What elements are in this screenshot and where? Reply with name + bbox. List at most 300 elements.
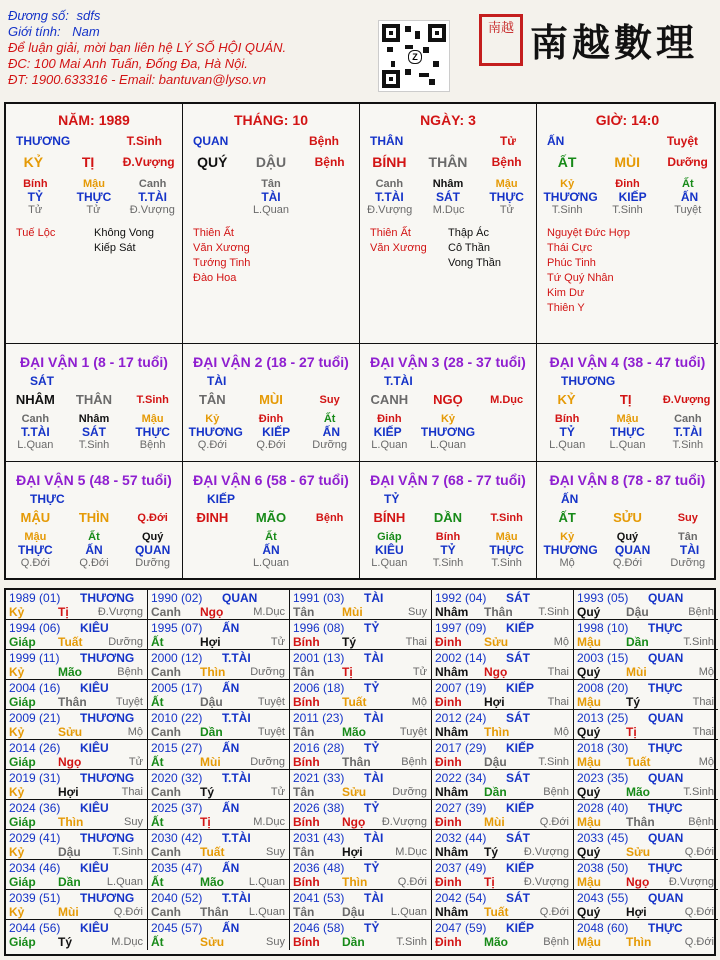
year-phase: Thai	[405, 636, 427, 648]
dai-van-stem-branch	[537, 392, 718, 407]
pillar-hidden-stems	[183, 178, 359, 190]
pillar-hidden-stems	[537, 178, 718, 190]
year-phase: Tuyệt	[257, 696, 285, 708]
dai-van-cell[interactable]	[183, 462, 360, 580]
year-stem: Nhâm	[435, 785, 469, 799]
year-branch: Mùi	[484, 815, 505, 829]
dai-van-phase: T.Sinh	[136, 393, 169, 406]
dai-van-stem: BÍNH	[373, 510, 406, 525]
pillar-hidden-stems	[6, 178, 182, 190]
hidden-god: THƯƠNG	[188, 425, 243, 439]
pillar-branch-phase: Dưỡng	[667, 155, 708, 169]
year-stem: Ất	[151, 755, 164, 769]
stars-right-col	[448, 226, 501, 271]
dai-van-stem-branch	[183, 510, 359, 525]
year-cell[interactable]	[574, 590, 718, 620]
year-cell[interactable]	[432, 650, 574, 680]
year-god: QUAN	[648, 651, 684, 665]
year-stem: Ất	[151, 875, 164, 889]
dai-van-hidden-gods	[360, 543, 536, 557]
year-stem: Ất	[151, 815, 164, 829]
hidden-god: TỶ	[440, 543, 456, 557]
year-label: 2036 (48)	[293, 861, 345, 875]
year-stem: Tân	[293, 845, 315, 859]
pillar-hidden-gods	[360, 190, 536, 204]
year-cell[interactable]	[432, 920, 574, 950]
year-stem: Giáp	[9, 635, 36, 649]
year-stem: Tân	[293, 725, 315, 739]
dai-van-cell[interactable]	[360, 462, 537, 580]
hidden-phase: Dưỡng	[670, 557, 706, 569]
year-stem: Kỷ	[9, 845, 25, 859]
year-branch: Thìn	[484, 725, 510, 739]
year-stem: Quý	[577, 845, 601, 859]
bazi-chart	[4, 102, 716, 580]
year-cell[interactable]	[290, 770, 432, 800]
year-label: 1994 (06)	[9, 621, 61, 635]
pillar-branch-phase: Bệnh	[491, 155, 522, 169]
year-branch: Tuất	[58, 635, 83, 649]
year-god: T.TÀI	[222, 711, 251, 725]
year-god: SÁT	[506, 591, 530, 605]
year-branch: Ngọ	[342, 815, 366, 829]
year-cell[interactable]	[290, 680, 432, 710]
dai-van-cell[interactable]	[6, 462, 183, 580]
year-phase: Đ.Vượng	[523, 846, 569, 858]
pillar-title-value: 14:0	[631, 112, 660, 128]
dai-van-stem: CANH	[370, 392, 409, 407]
year-cell[interactable]	[6, 710, 148, 740]
hidden-god: ẤN	[85, 543, 103, 557]
pillar-branch: MÙI	[614, 154, 641, 170]
dai-van-label: ĐẠI VẬN 6	[193, 472, 263, 488]
dai-van-branch: THÌN	[78, 510, 110, 525]
year-phase: Đ.Vượng	[381, 816, 427, 828]
dai-van-god: TỶ	[384, 492, 400, 506]
pillar-stem-god: THƯƠNG	[16, 134, 71, 148]
year-branch: Dậu	[342, 905, 365, 919]
dai-van-phase: Bệnh	[315, 511, 344, 524]
pillar-stem-god: QUAN	[193, 134, 229, 148]
year-cell[interactable]	[148, 620, 290, 650]
dai-van-hidden	[6, 531, 182, 543]
hidden-stem: Kỷ	[560, 178, 575, 190]
year-cell[interactable]	[148, 590, 290, 620]
year-cell[interactable]	[574, 710, 718, 740]
hidden-phase: Bệnh	[139, 439, 166, 451]
hidden-god: TỶ	[559, 425, 575, 439]
year-cell[interactable]	[290, 590, 432, 620]
year-phase: Dưỡng	[392, 786, 427, 798]
year-cell[interactable]	[290, 710, 432, 740]
year-branch: Thân	[626, 815, 655, 829]
year-god: T.TÀI	[222, 831, 251, 845]
pillar-stem-phase: Tuyệt	[666, 134, 698, 148]
year-branch: Thân	[58, 695, 87, 709]
dai-van-phase: Suy	[319, 393, 340, 406]
year-god: SÁT	[506, 831, 530, 845]
year-label: 2047 (59)	[435, 921, 487, 935]
subject-row	[8, 8, 378, 24]
year-phase: Bệnh	[688, 816, 714, 828]
pillar-stem-phase: T.Sinh	[126, 134, 162, 148]
year-god: QUAN	[648, 771, 684, 785]
year-stem: Đinh	[435, 815, 462, 829]
pillar-title	[360, 112, 536, 128]
year-cell[interactable]	[148, 770, 290, 800]
pillar-stem-phase: Bệnh	[309, 134, 339, 148]
dai-van-stem: TÂN	[198, 392, 226, 407]
dai-van-branch: SỬU	[613, 510, 642, 525]
year-cell[interactable]	[148, 830, 290, 860]
dai-van-hidden	[537, 413, 718, 425]
dai-van-title	[183, 472, 359, 488]
dai-van-hidden-gods	[6, 425, 182, 439]
year-cell[interactable]	[574, 890, 718, 920]
hidden-god: KIẾP	[373, 425, 402, 439]
star-label: Vong Thần	[448, 257, 502, 269]
hidden-stem: Mậu	[82, 178, 105, 190]
year-god: ẤN	[222, 681, 240, 695]
year-branch: Hợi	[58, 785, 79, 799]
year-stem: Tân	[293, 665, 315, 679]
year-branch: Thân	[200, 905, 229, 919]
year-phase: Thai	[547, 666, 569, 678]
year-god: KIẾP	[506, 921, 535, 935]
year-label: 2019 (31)	[9, 771, 61, 785]
year-cell[interactable]	[574, 740, 718, 770]
hidden-stem: Đinh	[258, 413, 284, 425]
pillar-stem: ẤT	[557, 154, 577, 170]
year-cell[interactable]	[148, 800, 290, 830]
year-cell[interactable]	[148, 710, 290, 740]
year-cell[interactable]	[6, 920, 148, 950]
pillar-hidden-gods	[537, 190, 718, 204]
year-label: 2009 (21)	[9, 711, 61, 725]
year-phase: Tử	[270, 786, 285, 798]
dai-van-stem-branch	[360, 392, 536, 407]
pillar-top-row	[360, 134, 536, 148]
hidden-god: TỶ	[27, 190, 43, 204]
pillar-title-value: 3	[468, 112, 476, 128]
year-phase: Mộ	[553, 636, 569, 648]
hidden-phase: T.Sinh	[78, 439, 110, 451]
year-branch: Tuất	[342, 695, 367, 709]
year-god: ẤN	[222, 801, 240, 815]
year-cell[interactable]	[6, 830, 148, 860]
year-cell[interactable]	[432, 620, 574, 650]
year-stem: Đinh	[435, 875, 462, 889]
year-label: 2024 (36)	[9, 801, 61, 815]
year-cell[interactable]	[574, 920, 718, 950]
year-stem: Tân	[293, 605, 315, 619]
year-god: ẤN	[222, 741, 240, 755]
star-label: Thiên Ất	[370, 227, 411, 239]
year-cell[interactable]	[290, 800, 432, 830]
year-label: 2018 (30)	[577, 741, 629, 755]
year-label: 2045 (57)	[151, 921, 203, 935]
year-god: TỶ	[364, 621, 380, 635]
year-phase: Q.Đới	[113, 906, 143, 918]
year-label: 2027 (39)	[435, 801, 487, 815]
year-phase: Dưỡng	[250, 666, 285, 678]
hidden-phase: Q.Đới	[256, 439, 286, 451]
star-label: Văn Xương	[193, 242, 250, 254]
year-branch: Tị	[626, 725, 637, 739]
dai-van-stem: KỶ	[557, 392, 576, 407]
pillar-stars	[193, 226, 359, 286]
year-cell[interactable]	[6, 650, 148, 680]
address-line: ĐC: 100 Mai Anh Tuấn, Đống Đa, Hà Nội.	[8, 56, 248, 71]
year-stem: Nhâm	[435, 905, 469, 919]
year-cell[interactable]	[432, 800, 574, 830]
year-stem: Đinh	[435, 635, 462, 649]
year-branch: Thìn	[58, 815, 84, 829]
hidden-phase: Mộ	[559, 557, 575, 569]
year-label: 2000 (12)	[151, 651, 203, 665]
year-label: 2014 (26)	[9, 741, 61, 755]
year-phase: Mộ	[411, 696, 427, 708]
dai-van-label: ĐẠI VẬN 5	[16, 472, 86, 488]
year-branch: Tý	[58, 935, 73, 949]
year-cell[interactable]	[432, 740, 574, 770]
year-cell[interactable]	[574, 770, 718, 800]
hidden-phase: T.Sinh	[551, 204, 583, 216]
year-phase: Q.Đới	[684, 846, 714, 858]
pillar-hidden-phases	[360, 204, 536, 216]
year-stem: Quý	[577, 905, 601, 919]
dai-van-stem: ẤT	[558, 510, 576, 525]
dai-van-hidden-phases	[6, 557, 182, 569]
year-cell[interactable]	[148, 890, 290, 920]
year-label: 2048 (60)	[577, 921, 629, 935]
dai-van-label: ĐẠI VẬN 3	[370, 354, 440, 370]
year-branch: Sửu	[484, 635, 509, 649]
dai-van-stem: NHÂM	[15, 392, 55, 407]
year-label: 2041 (53)	[293, 891, 345, 905]
star-label: Thiên Y	[547, 302, 585, 314]
dai-van-branch: DẦN	[433, 510, 463, 525]
dai-van-range: (8 - 17 tuổi)	[93, 354, 168, 370]
year-stem: Canh	[151, 665, 181, 679]
year-branch: Tuất	[626, 755, 651, 769]
star-label: Tướng Tinh	[193, 257, 251, 269]
year-god: ẤN	[222, 921, 240, 935]
year-cell[interactable]	[6, 890, 148, 920]
dai-van-stem-branch	[537, 510, 718, 525]
year-cell[interactable]	[574, 860, 718, 890]
hidden-god: ẤN	[262, 543, 280, 557]
year-god: THỰC	[648, 921, 683, 935]
year-cell[interactable]	[290, 620, 432, 650]
hidden-god: SÁT	[81, 425, 106, 439]
year-phase: Suy	[124, 816, 143, 828]
year-branch: Dần	[58, 875, 81, 889]
dai-van-range: (38 - 47 tuổi)	[622, 354, 706, 370]
year-branch: Sửu	[626, 845, 651, 859]
year-stem: Canh	[151, 605, 181, 619]
hidden-stem: Mậu	[495, 531, 518, 543]
year-stem: Quý	[577, 785, 601, 799]
hidden-stem: Kỷ	[205, 413, 220, 425]
year-cell[interactable]	[148, 680, 290, 710]
year-stem: Bính	[293, 875, 320, 889]
year-cell[interactable]	[432, 830, 574, 860]
hidden-stem: Quý	[616, 531, 639, 543]
pillar-title	[537, 112, 718, 128]
year-cell[interactable]	[574, 800, 718, 830]
year-cell[interactable]	[6, 770, 148, 800]
dai-van-god: KIẾP	[207, 492, 236, 506]
year-branch: Ngọ	[58, 755, 82, 769]
year-cell[interactable]	[6, 590, 148, 620]
year-cell[interactable]	[574, 680, 718, 710]
hidden-phase: Tuyệt	[674, 204, 702, 216]
year-god: TỶ	[364, 861, 380, 875]
hidden-phase: M.Dục	[432, 204, 465, 216]
dai-van-range: (78 - 87 tuổi)	[622, 472, 706, 488]
year-stem: Bính	[293, 635, 320, 649]
dai-van-cell[interactable]	[360, 344, 537, 462]
year-label: 2028 (40)	[577, 801, 629, 815]
dai-van-branch: MÙI	[259, 392, 283, 407]
dai-van-god: THỰC	[30, 492, 65, 506]
year-cell[interactable]	[290, 830, 432, 860]
hidden-phase: Tử	[86, 204, 101, 216]
year-cell[interactable]	[432, 770, 574, 800]
pillar-hidden-phases	[537, 204, 718, 216]
year-cell[interactable]	[290, 920, 432, 950]
qr-code[interactable]	[378, 20, 450, 92]
year-phase: M.Dục	[111, 936, 143, 948]
year-branch: Thìn	[342, 875, 368, 889]
dai-van-hidden	[183, 413, 359, 425]
year-label: 1991 (03)	[293, 591, 345, 605]
year-cell[interactable]	[148, 650, 290, 680]
year-cell[interactable]	[574, 650, 718, 680]
year-cell[interactable]	[6, 620, 148, 650]
hidden-phase: L.Quan	[371, 557, 408, 569]
subject-value: sdfs	[76, 8, 101, 23]
dai-van-stem-branch	[6, 392, 182, 407]
year-branch: Dần	[626, 635, 649, 649]
year-stem: Quý	[577, 605, 601, 619]
year-branch: Hợi	[342, 845, 363, 859]
year-cell[interactable]	[290, 860, 432, 890]
year-phase: Q.Đới	[684, 906, 714, 918]
year-cell[interactable]	[6, 860, 148, 890]
year-cell[interactable]	[574, 620, 718, 650]
year-god: THƯƠNG	[80, 651, 135, 665]
pillar-stem-branch-row	[6, 154, 182, 170]
year-god: ẤN	[222, 861, 240, 875]
year-label: 2023 (35)	[577, 771, 629, 785]
year-stem: Kỷ	[9, 605, 25, 619]
year-god: TÀI	[364, 891, 384, 905]
year-cell[interactable]	[6, 800, 148, 830]
dai-van-cell[interactable]	[183, 344, 360, 462]
hidden-stem: Ất	[323, 413, 336, 425]
year-stem: Đinh	[435, 695, 462, 709]
hidden-phase: L.Quan	[252, 557, 290, 569]
hidden-god: KIẾP	[262, 425, 291, 439]
year-cell[interactable]	[290, 650, 432, 680]
year-label: 2022 (34)	[435, 771, 487, 785]
year-label: 2008 (20)	[577, 681, 629, 695]
year-cell[interactable]	[432, 710, 574, 740]
hidden-phase: Đ.Vượng	[129, 204, 175, 216]
pillar-stem-branch-row	[360, 154, 536, 170]
year-branch: Mùi	[626, 665, 647, 679]
gender-row	[8, 24, 378, 40]
hidden-stem: Canh	[375, 178, 404, 190]
year-god: KIÊU	[80, 861, 109, 875]
pillar-title-label: NGÀY:	[420, 112, 465, 128]
hidden-stem: Tân	[261, 178, 281, 190]
year-cell[interactable]	[290, 740, 432, 770]
dai-van-label: ĐẠI VẬN 4	[549, 354, 619, 370]
year-phase: M.Dục	[253, 816, 285, 828]
year-branch: Tị	[342, 665, 353, 679]
year-god: THƯƠNG	[80, 711, 135, 725]
year-branch: Thân	[484, 605, 513, 619]
hidden-god: THƯƠNG	[420, 425, 476, 439]
hidden-god: QUAN	[614, 543, 651, 557]
year-god: SÁT	[506, 771, 530, 785]
year-cell[interactable]	[148, 740, 290, 770]
dai-van-god: TÀI	[207, 374, 227, 388]
hidden-stem: Giáp	[377, 531, 402, 543]
year-cell[interactable]	[432, 860, 574, 890]
year-god: THỰC	[648, 621, 683, 635]
hidden-god: THƯƠNG	[543, 190, 598, 204]
hidden-god: TÀI	[261, 190, 281, 204]
pillar-branch: DẬU	[255, 154, 287, 170]
year-cell[interactable]	[6, 680, 148, 710]
pillar-cell	[183, 104, 360, 344]
year-phase: Đ.Vượng	[97, 606, 143, 618]
hidden-god: T.TÀI	[374, 190, 404, 204]
year-cell[interactable]	[148, 920, 290, 950]
year-cell[interactable]	[432, 590, 574, 620]
pillar-cell	[537, 104, 718, 344]
dai-van-cell[interactable]	[6, 344, 183, 462]
dai-van-cell[interactable]	[537, 462, 718, 580]
dai-van-hidden-phases	[360, 439, 536, 451]
year-branch: Thân	[342, 755, 371, 769]
year-cell[interactable]	[432, 890, 574, 920]
hidden-stem: Ất	[265, 531, 277, 543]
year-label: 2007 (19)	[435, 681, 487, 695]
pillar-stem-branch-row	[537, 154, 718, 170]
year-cell[interactable]	[290, 890, 432, 920]
phone-email-line[interactable]: ĐT: 1900.633316 - Email: bantuvan@lyso.vn	[8, 72, 266, 87]
dai-van-cell[interactable]	[537, 344, 718, 462]
stars-left-col	[16, 226, 94, 241]
year-cell[interactable]	[432, 680, 574, 710]
year-god: KIẾP	[506, 861, 535, 875]
star-label: Đào Hoa	[193, 272, 237, 284]
dai-van-god: SÁT	[30, 374, 54, 388]
year-stem: Ất	[151, 695, 164, 709]
hidden-god: THỰC	[18, 543, 53, 557]
year-cell[interactable]	[6, 740, 148, 770]
year-cell[interactable]	[148, 860, 290, 890]
dai-van-hidden-phases	[183, 557, 359, 569]
dai-van-title	[6, 354, 182, 370]
dai-van-range: (68 - 77 tuổi)	[443, 472, 526, 488]
year-cell[interactable]	[574, 830, 718, 860]
